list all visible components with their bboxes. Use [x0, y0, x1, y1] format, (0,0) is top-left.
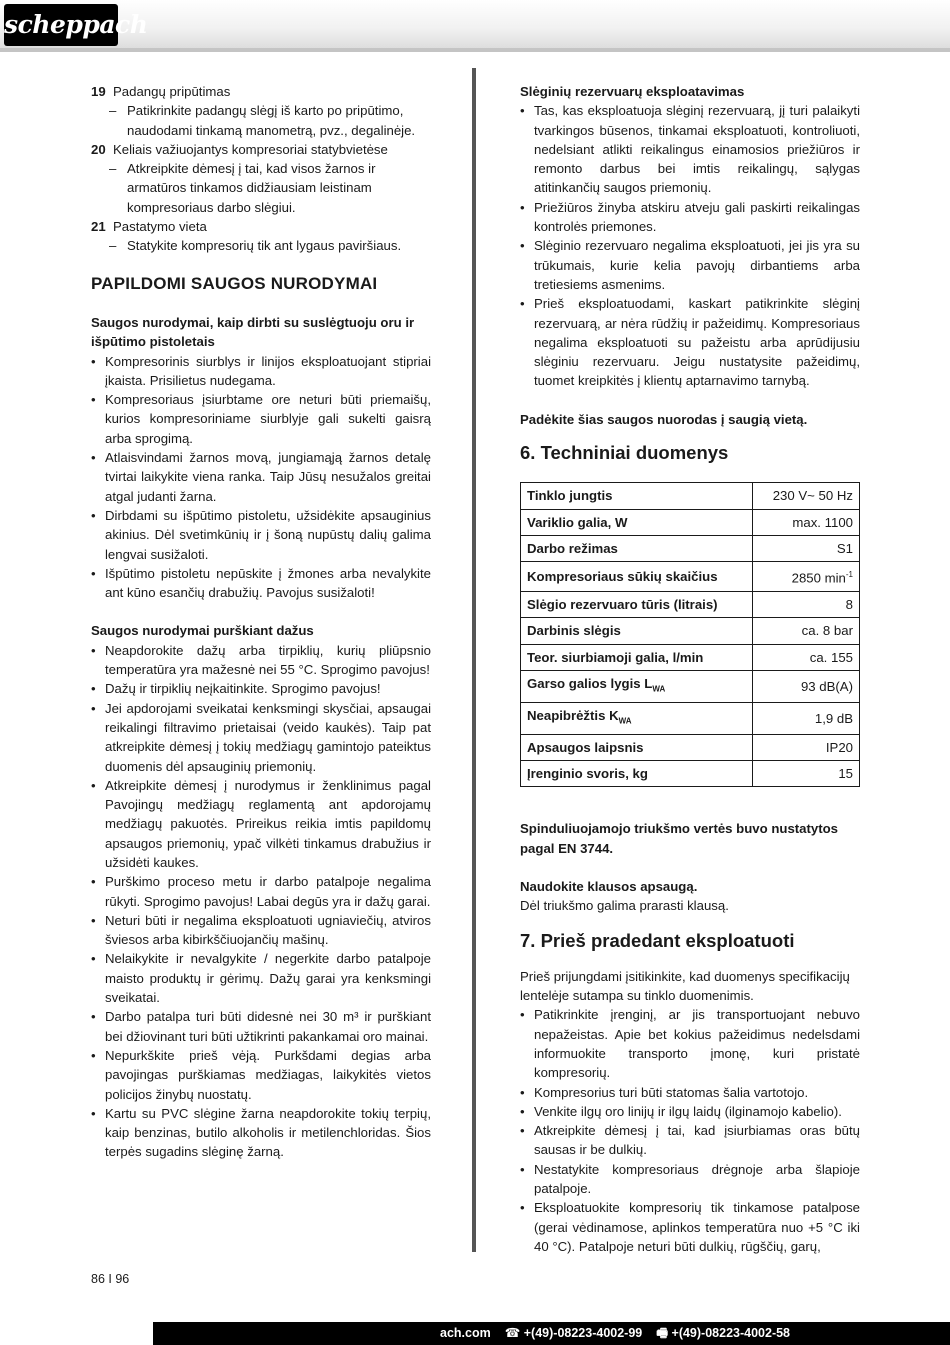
spec-label-text: Apsaugos laipsnis: [527, 739, 644, 755]
spec-label-text: Slėgio rezervuaro tūris (litrais): [527, 596, 718, 612]
bullet-list: [91, 352, 431, 603]
footer-contact: [440, 1322, 790, 1345]
list-item: • Dirbdami su išpūtimo pistoletu, užsidėkite apsauginius akinius. Dėl svetimkūnių ir į šoną nupūstų dalių galima lengvai susižaloti.: [91, 506, 431, 564]
item-title: Keliais važiuojantys kompresoriai statybvietėse: [113, 141, 388, 157]
fax-number: 🖷 +(49)-08223-4002-58: [656, 1326, 791, 1340]
spec-value: [753, 591, 860, 617]
item-number: 19: [91, 84, 106, 99]
spec-label: [521, 760, 753, 786]
spec-label: [521, 734, 753, 760]
left-column: [91, 82, 431, 1162]
table-row: [521, 734, 860, 760]
brand-logo: scheppach: [4, 4, 118, 46]
subheading: Slėginių rezervuarų eksploatavimas: [520, 84, 745, 99]
list-item: • Priežiūros žinyba atskiru atveju gali paskirti reikalingas kontrolės priemones.: [520, 198, 860, 237]
chapter-heading: 6. Techniniai duomenys: [520, 442, 729, 464]
table-row: [521, 760, 860, 786]
list-item: • Eksploatuokite kompresorių tik tinkamose patalpose (gerai vėdinamose, aplinkos temperatūra nuo +5 °C iki 40 °C). Patalpoje neturi būti dulkių, rūgščių, garų,: [520, 1198, 860, 1256]
ear-protection-text: Dėl triukšmo galima prarasti klausą.: [520, 898, 729, 914]
spec-value: [753, 644, 860, 670]
numbered-item: [91, 82, 431, 101]
spec-value: [753, 670, 860, 702]
bullet-list: [520, 101, 860, 390]
list-item: • Neapdorokite dažų arba tirpiklių, kurių pliūpsnio temperatūra yra mažesnė nei 55 °C. Sprogimo pavojus!: [91, 641, 431, 680]
spec-value-text: IP20: [825, 739, 853, 755]
spec-value-text: S1: [836, 540, 853, 556]
spec-value: [753, 562, 860, 592]
column-divider: [472, 68, 476, 1252]
list-item: • Patikrinkite įrenginį, ar jis transportuojant nebuvo nepažeistas. Apie bet kokius pažeidimus nedelsdami informuokite transporto įmonę, kuri pristatė kompresorių.: [520, 1005, 860, 1082]
spec-label-text: Teor. siurbiamoji galia, l/min: [527, 649, 704, 665]
spec-value-text: 1,9 dB: [814, 710, 853, 726]
spec-label-text: Darbo režimas: [527, 540, 618, 556]
table-row: [521, 591, 860, 617]
table-row: [521, 618, 860, 644]
spec-value-text: ca. 8 bar: [801, 623, 853, 639]
spec-label: [521, 509, 753, 535]
list-item: • Nelaikykite ir nevalgykite / negerkite darbo patalpoje maisto produktų ir gėrimų. Dažų garai yra kenksmingi sveikatai.: [91, 949, 431, 1007]
spec-value-text: 2850 min: [791, 570, 846, 586]
list-item: • Neturi būti ir negalima eksploatuoti ugniaviečių, atviros šviesos arba kibirkščiuojančių mašinų.: [91, 911, 431, 950]
spec-value: [753, 618, 860, 644]
spec-label: [521, 618, 753, 644]
list-item: • Tas, kas eksploatuoja slėginį rezervuarą, jį turi palaikyti tvarkingos būsenos, tinkamai eksploatuoti, kontroliuoti, nedelsiant atlikti reikalingus einamosios priežiūros ir remonto darbus bei imtis reikalingų, sąlygas atitinkančių saugos priemonių.: [520, 101, 860, 197]
spec-label: [521, 483, 753, 509]
paragraph: Prieš prijungdami įsitikinkite, kad duomenys specifikacijų lentelėje sutampa su tinklo duomenimis.: [520, 968, 850, 1004]
list-item: • Kompresorius turi būti statomas šalia vartotojo.: [520, 1083, 860, 1102]
list-item: • Darbo patalpa turi būti didesnė nei 30 m³ ir purškiant bei džiovinant turi būti užtikrinti pakankamai oro mainai.: [91, 1007, 431, 1046]
spec-value-text: 15: [838, 765, 853, 781]
dash-item: – Patikrinkite padangų slėgį iš karto po pripūtimo, naudodami tinkamą manometrą, pvz., degalinėje.: [91, 101, 431, 140]
spec-value: [753, 734, 860, 760]
spec-value: [753, 702, 860, 734]
spec-value: [753, 483, 860, 509]
item-text: Atkreipkite dėmesį į tai, kad visos žarnos ir armatūros tinkamos didžiausiam leistinam kompresoriaus darbo slėgiui.: [127, 161, 376, 215]
spec-value-superscript: -1: [845, 570, 853, 580]
list-item: • Išpūtimo pistoletu nepūskite į žmones arba nevalykite ant kūno esančių drabužių. Pavojus susižaloti!: [91, 564, 431, 603]
spec-value: [753, 509, 860, 535]
spec-label-subscript: WA: [652, 684, 666, 694]
list-item: • Jei apdorojami sveikatai kenksmingi skysčiai, apsaugai reikalingi filtravimo prietaisai (veido kaukės). Taip pat atkreipkite dėmesį į tokių medžiagų gamintojo pateiktus duomenis dėl apsauginių priemonių.: [91, 699, 431, 776]
table-row: [521, 509, 860, 535]
spec-value-text: 230 V~ 50 Hz: [772, 488, 853, 504]
list-item: • Slėginio rezervuaro negalima eksploatuoti, jei jis yra su trūkumais, kurie kelia pavojų dirbantiems arba tretiesiems asmenims.: [520, 236, 860, 294]
spec-label: [521, 702, 753, 734]
spec-label-text: Neapibrėžtis K: [527, 707, 619, 723]
item-title: Pastatymo vieta: [113, 219, 207, 235]
item-number: 21: [91, 219, 106, 235]
dash-item: – Statykite kompresorių tik ant lygaus paviršiaus.: [91, 236, 431, 255]
list-item: • Atkreipkite dėmesį į nurodymus ir ženklinimus pagal Pavojingų medžiagų reglamentą ant apdorojamų medžiagų pakuotės. Prireikus reikia imtis papildomų apsaugos priemonių, ypač vilkėti tinkamus drabužius ir užsidėti kaukes.: [91, 776, 431, 872]
noise-note: Spinduliuojamojo triukšmo vertės buvo nustatytos pagal EN 3744.: [520, 821, 839, 856]
list-item: • Kartu su PVC slėgine žarna neapdorokite tokių terpių, kaip benzinas, butilo alkoholis ir metilenchloridas. Šios terpės sugadins slėginę žarną.: [91, 1104, 431, 1162]
spec-value-text: ca. 155: [809, 649, 853, 665]
list-item: • Venkite ilgų oro linijų ir ilgų laidų (ilginamojo kabelio).: [520, 1102, 860, 1121]
spec-label: [521, 562, 753, 592]
table-row: [521, 670, 860, 702]
spec-label-text: Garso galios lygis L: [527, 675, 653, 691]
subheading: Saugos nurodymai, kaip dirbti su suslėgtuoju oru ir išpūtimo pistoletais: [91, 314, 415, 350]
spec-value-text: 93 dB(A): [800, 678, 853, 694]
spec-label-text: Įrenginio svoris, kg: [527, 765, 648, 781]
bullet-list: [91, 641, 431, 1162]
table-row: [521, 644, 860, 670]
numbered-item: [91, 217, 431, 236]
table-row: [521, 483, 860, 509]
keep-instructions-note: Padėkite šias saugos nuorodas į saugią vietą.: [520, 411, 808, 427]
spec-value: [753, 760, 860, 786]
list-item: • Nestatykite kompresoriaus drėgnoje arba šlapioje patalpoje.: [520, 1160, 860, 1199]
spec-label-subscript: WA: [618, 716, 632, 726]
item-title: Padangų pripūtimas: [113, 84, 231, 99]
footer-left-block: [0, 1322, 153, 1345]
subheading: Saugos nurodymai purškiant dažus: [91, 623, 314, 639]
list-item: • Kompresorinis siurblys ir linijos eksploatuojant stipriai įkaista. Prisilietus nudegama.: [91, 352, 431, 391]
spec-label: [521, 591, 753, 617]
numbered-list: [91, 82, 431, 256]
table-row: [521, 535, 860, 561]
website-link[interactable]: ach.com: [440, 1326, 491, 1340]
spec-value: [753, 535, 860, 561]
spec-value-text: 8: [845, 596, 853, 612]
table-row: [521, 702, 860, 734]
ear-protection-heading: Naudokite klausos apsaugą.: [520, 878, 698, 894]
list-item: • Atkreipkite dėmesį į tai, kad įsiurbiamas oras būtų sausas ir be dulkių.: [520, 1121, 860, 1160]
list-item: • Dažų ir tirpiklių neįkaitinkite. Sprogimo pavojus!: [91, 679, 431, 698]
list-item: • Kompresoriaus įsiurbtame ore neturi būti priemaišų, kurios kompresoriniame siurblyje gali sukelti gaisrą arba sprogimą.: [91, 390, 431, 448]
dash-item: – Atkreipkite dėmesį į tai, kad visos žarnos ir armatūros tinkamos didžiausiam leistinam kompresoriaus darbo slėgiui.: [91, 159, 431, 217]
chapter-heading: 7. Prieš pradedant eksploatuoti: [520, 930, 795, 952]
spec-label: [521, 535, 753, 561]
list-item: • Nepurkškite prieš vėją. Purkšdami degias arba pavojingas purškiamas medžiagas, laikykitės vietos policijos žinybų nuostatų.: [91, 1046, 431, 1104]
spec-label: [521, 644, 753, 670]
header-rule: [0, 48, 950, 52]
item-text: Patikrinkite padangų slėgį iš karto po pripūtimo, naudodami tinkamą manometrą, pvz., degalinėje.: [127, 103, 416, 138]
spec-label-text: Variklio galia, W: [527, 514, 628, 530]
section-title: PAPILDOMI SAUGOS NURODYMAI: [91, 273, 378, 293]
item-text: Statykite kompresorių tik ant lygaus paviršiaus.: [127, 238, 402, 254]
spec-label-text: Darbinis slėgis: [527, 623, 621, 639]
spec-label: [521, 670, 753, 702]
spec-label-text: Kompresoriaus sūkių skaičius: [527, 568, 718, 584]
list-item: • Atlaisvindami žarnos movą, jungiamąją žarnos detalę tvirtai laikykite viena ranka. Taip Jūsų nesužalos greitai atgal judanti žarna.: [91, 448, 431, 506]
spec-label-text: Tinklo jungtis: [527, 488, 613, 504]
item-number: 20: [91, 141, 106, 157]
list-item: • Prieš eksploatuodami, kaskart patikrinkite slėginį rezervuarą, ar nėra rūdžių ir pažeidimų. Kompresoriaus negalima eksploatuoti su pažeistu arba aprūdijusiu slėginiu rezervuaru. Jeigu nustatysite pažeidimų, tuomet kreipkitės į klientų aptarnavimo tarnybą.: [520, 294, 860, 390]
table-row: [521, 562, 860, 592]
page-number: 86 I 96: [91, 1272, 130, 1286]
phone-number: ☎ +(49)-08223-4002-99: [504, 1326, 643, 1340]
technical-data-table: [520, 482, 860, 787]
bullet-list: [520, 1005, 860, 1256]
numbered-item: [91, 140, 431, 159]
right-column: [520, 82, 860, 1256]
spec-value-text: max. 1100: [792, 514, 853, 530]
list-item: • Purškimo proceso metu ir darbo patalpoje negalima rūkyti. Sprogimo pavojus! Labai degūs yra ir dažų garai.: [91, 872, 431, 911]
